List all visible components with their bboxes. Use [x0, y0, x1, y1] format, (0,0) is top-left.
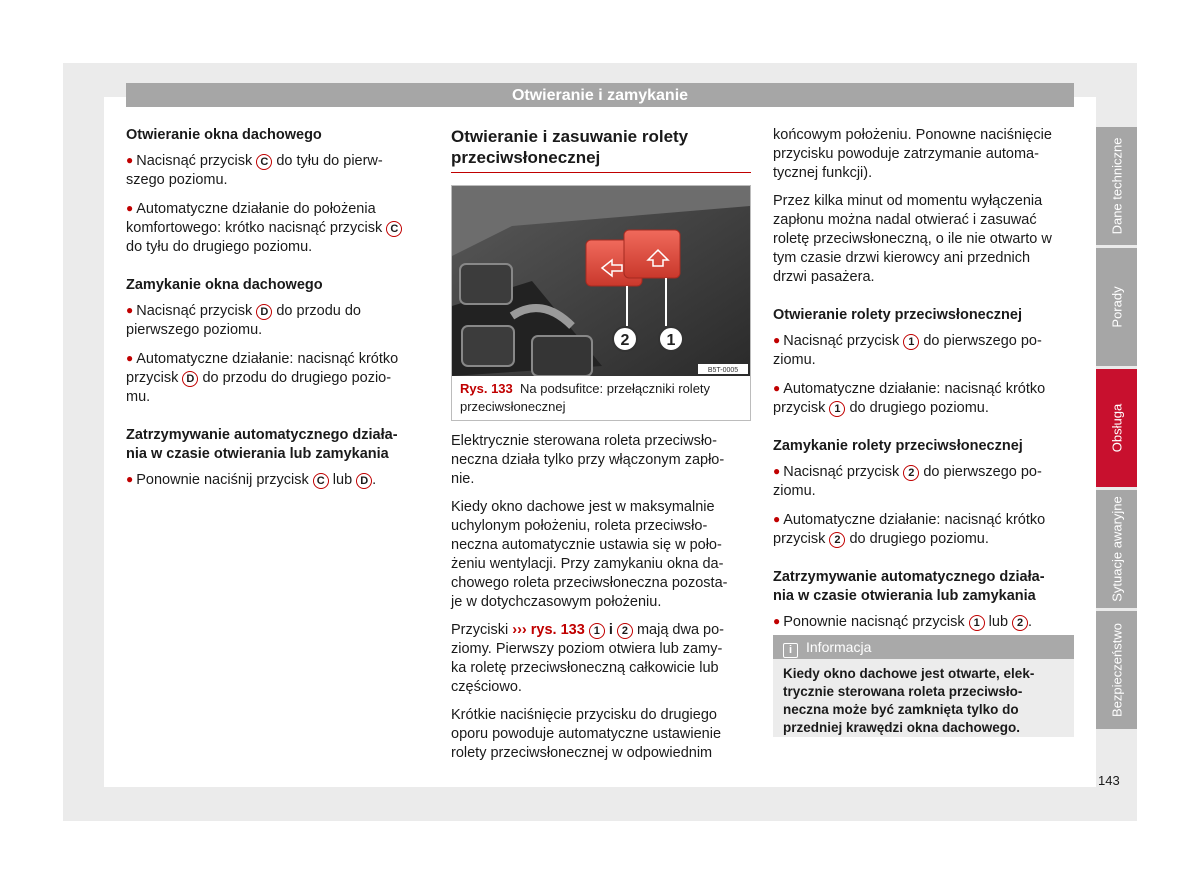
bullet-icon: ● [126, 153, 134, 167]
bullet-icon: ● [773, 614, 781, 628]
heading-close-roof: Zamykanie okna dachowego [126, 277, 323, 293]
key-1-icon: 1 [903, 334, 919, 350]
callout-1: 1 [666, 332, 676, 349]
heading-close-blind: Zamykanie rolety przeciwsłonecznej [773, 438, 1023, 454]
key-2-icon: 2 [1012, 615, 1028, 631]
figure-code: B5T-0005 [707, 367, 739, 374]
section-title: Otwieranie i zasuwanie rolety przeciwsłonecznej [451, 126, 751, 173]
heading-stop-auto-blind: Zatrzymywanie automatycznego działa- nia w czasie otwierania lub zamykania [773, 569, 1045, 604]
key-d-icon: D [256, 304, 272, 320]
info-text: Kiedy okno dachowe jest otwarte, elek- trycznie sterowana roleta przeciwsło- neczna może być zamknięta tylko do przedniej krawędzi okna dachowego. [783, 666, 1035, 735]
column-right [773, 126, 1078, 641]
info-icon: i [783, 643, 798, 658]
list-item: ● Nacisnąć przycisk 2 do pierwszego po- ziomu. [773, 464, 1042, 499]
paragraph: Kiedy okno dachowe jest w maksymalnie uchylonym położeniu, roleta przeciwsło- neczna automatycznie ustawia się w poło- żeniu wentylacji. Przy zamykaniu okna da- chowego roleta przeciwsłoneczna pozosta- je w dotychczasowym położeniu. [451, 499, 728, 610]
key-1-icon: 1 [829, 401, 845, 417]
column-middle [451, 126, 751, 173]
key-2-icon: 2 [617, 623, 633, 639]
column-middle-body [451, 432, 751, 772]
key-2-icon: 2 [829, 532, 845, 548]
tab-bezpieczenstwo[interactable]: Bezpieczeństwo [1096, 611, 1137, 729]
paragraph: Przyciski ››› rys. 133 1 i 2 mają dwa po- ziomy. Pierwszy poziom otwiera lub zamy- ka roletę przeciwsłoneczną całkowicie lub częściowo. [451, 622, 724, 695]
key-c-icon: C [386, 221, 402, 237]
key-c-icon: C [256, 154, 272, 170]
paragraph: Elektrycznie sterowana roleta przeciwsło- neczna działa tylko przy włączonym zapło- nie. [451, 433, 725, 487]
heading-open-roof: Otwieranie okna dachowego [126, 127, 322, 143]
info-header: i Informacja [773, 635, 1074, 659]
bullet-icon: ● [773, 381, 781, 395]
callout-2: 2 [620, 332, 630, 349]
list-item: ● Nacisnąć przycisk 1 do pierwszego po- ziomu. [773, 333, 1042, 368]
figure-link[interactable]: rys. 133 [530, 622, 585, 638]
key-c-icon: C [313, 473, 329, 489]
key-d-icon: D [356, 473, 372, 489]
figure-image [452, 186, 750, 376]
section-header: Otwieranie i zamykanie [126, 83, 1074, 107]
bullet-icon: ● [773, 464, 781, 478]
figure-sunblind-switches [451, 185, 751, 421]
tab-obsluga[interactable]: Obsługa [1096, 369, 1137, 487]
key-2-icon: 2 [903, 465, 919, 481]
page-number: 143 [1098, 773, 1120, 788]
headliner-switch-illustration [452, 186, 750, 376]
heading-open-blind: Otwieranie rolety przeciwsłonecznej [773, 307, 1022, 323]
list-item: ● Automatyczne działanie: nacisnąć krótko przycisk 1 do drugiego poziomu. [773, 381, 1046, 416]
tab-dane-techniczne[interactable]: Dane techniczne [1096, 127, 1137, 245]
list-item: ● Nacisnąć przycisk C do tyłu do pierw- szego poziomu. [126, 153, 383, 188]
bullet-icon: ● [126, 351, 134, 365]
figure-caption: Rys. 133 Na podsufitce: przełączniki rolety przeciwsłonecznej [460, 381, 711, 414]
info-box [773, 635, 1074, 737]
bullet-icon: ● [773, 512, 781, 526]
column-left [126, 126, 431, 499]
list-item: ● Automatyczne działanie: nacisnąć krótko przycisk 2 do drugiego poziomu. [773, 512, 1046, 547]
paragraph: Krótkie naciśnięcie przycisku do drugiego oporu powoduje automatyczne ustawienie rolety przeciwsłonecznej w odpowiednim [451, 707, 722, 761]
tab-sytuacje-awaryjne[interactable]: Sytuacje awaryjne [1096, 490, 1137, 608]
ref-arrow: ››› [512, 622, 527, 638]
list-item: ● Automatyczne działanie: nacisnąć krótko przycisk D do przodu do drugiego pozio- mu. [126, 351, 399, 405]
bullet-icon: ● [773, 333, 781, 347]
paragraph: końcowym położeniu. Ponowne naciśnięcie przycisku powoduje zatrzymanie automa- tycznej funkcji). [773, 127, 1052, 181]
list-item: ● Ponownie nacisnąć przycisk 1 lub 2 . [773, 614, 1033, 630]
key-d-icon: D [182, 371, 198, 387]
bullet-icon: ● [126, 201, 134, 215]
paragraph: Przez kilka minut od momentu wyłączenia zapłonu można nadal otwierać i zasuwać roletę przeciwsłoneczną, o ile nie otwarto w tym czasie drzwi kierowcy ani przednich drzwi pasażera. [773, 193, 1052, 285]
key-1-icon: 1 [589, 623, 605, 639]
bullet-icon: ● [126, 472, 134, 486]
heading-stop-auto: Zatrzymywanie automatycznego działa- nia w czasie otwierania lub zamykania [126, 427, 398, 462]
list-item: ● Automatyczne działanie do położenia komfortowego: krótko nacisnąć przycisk C do tyłu do drugiego poziomu. [126, 199, 431, 257]
tab-porady[interactable]: Porady [1096, 248, 1137, 366]
bullet-icon: ● [126, 303, 134, 317]
list-item: ● Ponownie naciśnij przycisk C lub D . [126, 472, 377, 488]
key-1-icon: 1 [969, 615, 985, 631]
list-item: ● Nacisnąć przycisk D do przodu do pierwszego poziomu. [126, 303, 361, 338]
